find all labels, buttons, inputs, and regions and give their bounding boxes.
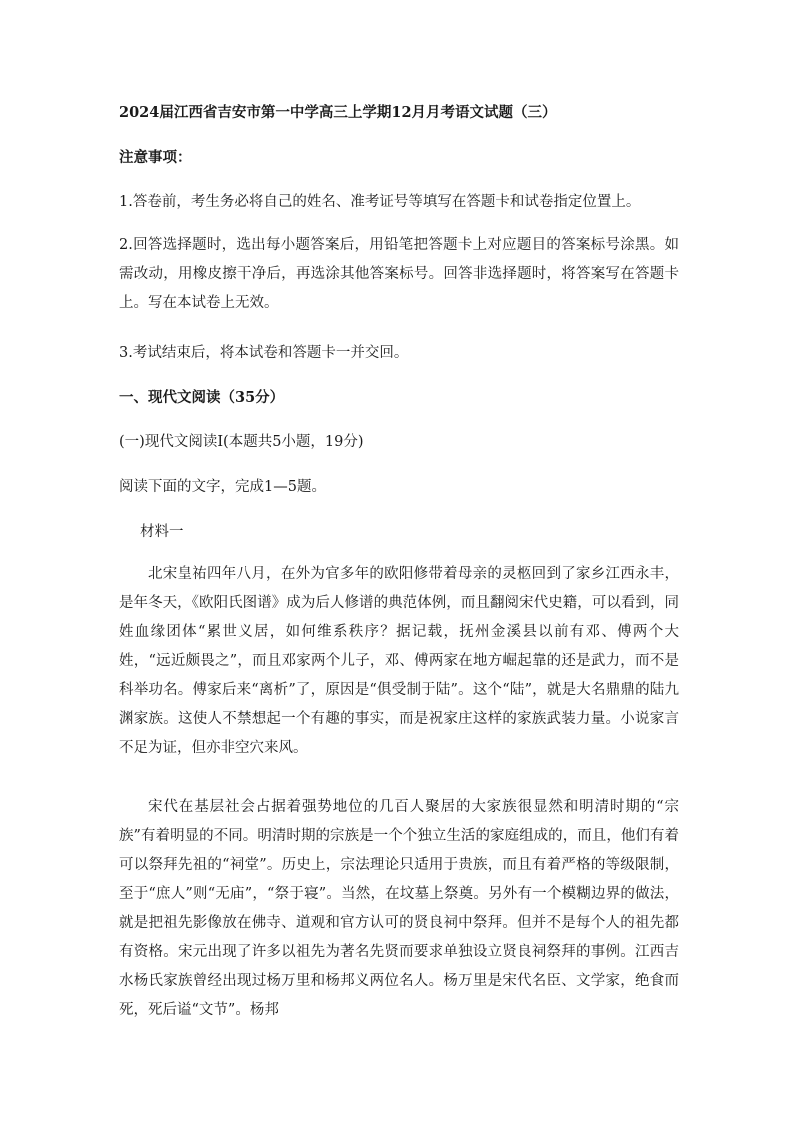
subsection-heading: (一)现代文阅读Ⅰ(本题共5小题，19分)	[119, 434, 364, 450]
notice-item: 1.答卷前，考生务必将自己的姓名、准考证号等填写在答题卡和试卷指定位置上。	[119, 194, 641, 210]
document-title: 2024届江西省吉安市第一中学高三上学期12月月考语文试题（三）	[119, 104, 557, 121]
body-paragraph: 北宋皇祐四年八月，在外为官多年的欧阳修带着母亲的灵柩回到了家乡江西永丰，是年冬天，《欧阳氏图谱》成为后人修谱的典范体例，而且翻阅宋代史籍，可以看到，同姓血缘团体“累世义居，如何维系秩序？据记载，抚州金溪县以前有邓、傅两个大姓，“远近颇畏之”，而且邓家两个儿子，邓、傅两家在地方崛起靠的还是武力，而不是科举功名。傅家后来“离析”了，原因是“俱受制于陆”。这个“陆”，就是大名鼎鼎的陆九渊家族。这使人不禁想起一个有趣的事实，而是祝家庄这样的家族武装力量。小说家言不足为证，但亦非空穴来风。	[119, 566, 679, 756]
material-label: 材料一	[140, 524, 184, 540]
reading-instruction: 阅读下面的文字，完成1—5题。	[119, 479, 326, 495]
notice-item: 2.回答选择题时，选出每小题答案后，用铅笔把答题卡上对应题目的答案标号涂黑。如需改动，用橡皮擦干净后，再选涂其他答案标号。回答非选择题时，将答案写在答题卡上。写在本试卷上无效。	[119, 237, 679, 311]
notice-item: 3.考试结束后，将本试卷和答题卡一并交回。	[119, 345, 409, 361]
section-heading: 一、现代文阅读（35分）	[119, 389, 285, 406]
notice-heading: 注意事项：	[119, 149, 192, 166]
body-paragraph: 宋代在基层社会占据着强势地位的几百人聚居的大家族很显然和明清时期的“宗族”有着明显的不同。明清时期的宗族是一个个独立生活的家庭组成的，而且，他们有着可以祭拜先祖的“祠堂”。历史上，宗法理论只适用于贵族，而且有着严格的等级限制，至于“庶人”则“无庙”，“祭于寝”。当然，在坟墓上祭奠。另外有一个模糊边界的做法，就是把祖先影像放在佛寺、道观和官方认可的贤良祠中祭拜。但并不是每个人的祖先都有资格。宋元出现了许多以祖先为著名先贤而要求单独设立贤良祠祭拜的事例。江西吉水杨氏家族曾经出现过杨万里和杨邦义两位名人。杨万里是宋代名臣、文学家，绝食而死，死后谥“文节”。杨邦	[119, 799, 679, 1018]
